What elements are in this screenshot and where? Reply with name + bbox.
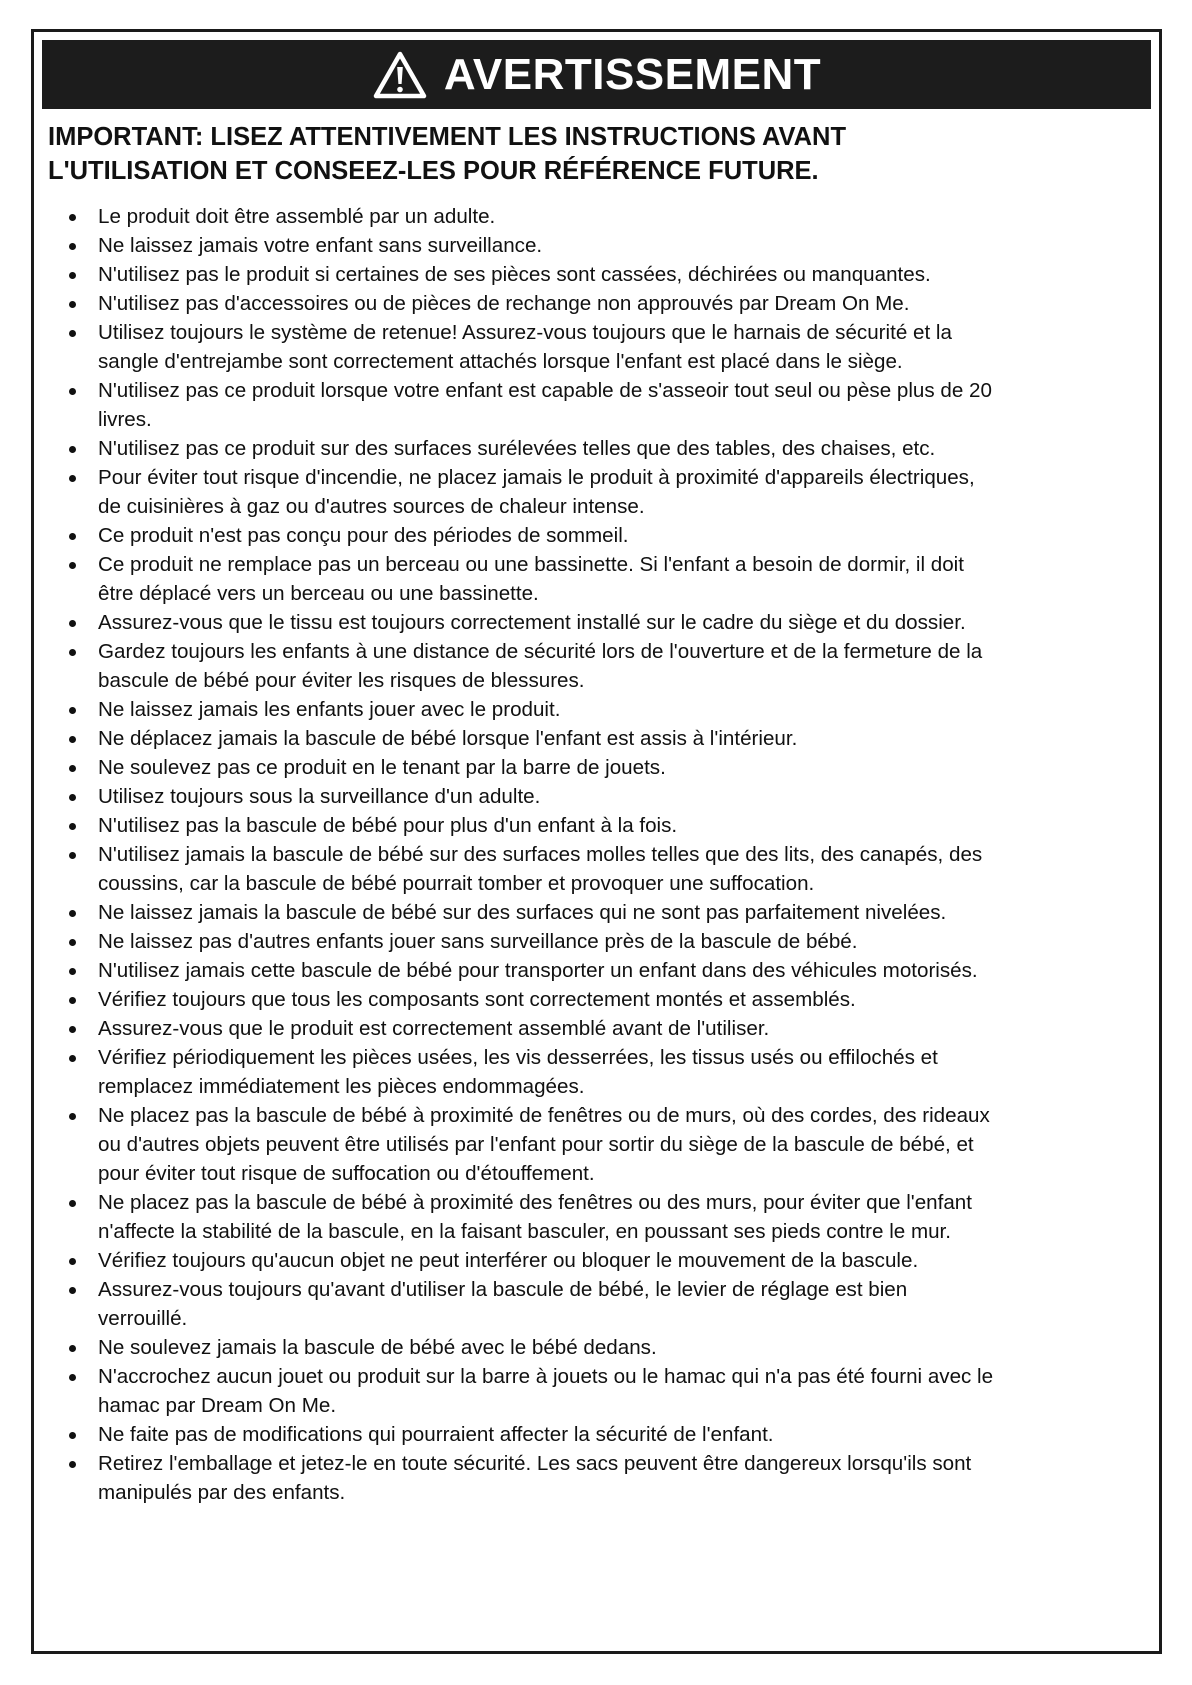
warning-text-line: Ce produit n'est pas conçu pour des périodes de sommeil. [98, 524, 629, 547]
warning-frame [31, 29, 1162, 1654]
warning-text-line: Le produit doit être assemblé par un adulte. [98, 205, 496, 228]
warning-text-line: de cuisinières à gaz ou d'autres sources de chaleur intense. [98, 495, 645, 518]
warning-item [48, 782, 1153, 811]
warning-item [48, 608, 1153, 637]
warning-item [48, 1420, 1153, 1449]
warning-item [48, 289, 1153, 318]
bullet-icon [69, 707, 76, 714]
warning-item [48, 1043, 1153, 1101]
warning-text-line: remplacez immédiatement les pièces endommagées. [98, 1075, 585, 1098]
warning-text-line: Vérifiez toujours qu'aucun objet ne peut interférer ou bloquer le mouvement de la bascule. [98, 1249, 919, 1272]
warning-text-line: N'utilisez pas ce produit sur des surfaces surélevées telles que des tables, des chaises, etc. [98, 437, 936, 460]
warning-text-line: N'utilisez jamais la bascule de bébé sur des surfaces molles telles que des lits, des canapés, des [98, 843, 983, 866]
warning-text-line: Ne laissez jamais les enfants jouer avec le produit. [98, 698, 561, 721]
warning-text-line: verrouillé. [98, 1307, 188, 1330]
bullet-icon [69, 910, 76, 917]
warning-text-line: N'utilisez jamais cette bascule de bébé pour transporter un enfant dans des véhicules motorisés. [98, 959, 978, 982]
warning-item [48, 1014, 1153, 1043]
bullet-icon [69, 243, 76, 250]
bullet-icon [69, 823, 76, 830]
warning-item [48, 1101, 1153, 1188]
warning-text-line: Assurez-vous que le tissu est toujours correctement installé sur le cadre du siège et du dossier. [98, 611, 966, 634]
warning-text-line: Pour éviter tout risque d'incendie, ne placez jamais le produit à proximité d'appareils électriques, [98, 466, 975, 489]
warning-item [48, 202, 1153, 231]
warning-item [48, 376, 1153, 434]
warning-text-line: Vérifiez toujours que tous les composants sont correctement montés et assemblés. [98, 988, 856, 1011]
warning-item [48, 811, 1153, 840]
warning-text-line: coussins, car la bascule de bébé pourrait tomber et provoquer une suffocation. [98, 872, 815, 895]
bullet-icon [69, 620, 76, 627]
bullet-icon [69, 446, 76, 453]
bullet-icon [69, 1026, 76, 1033]
bullet-icon [69, 794, 76, 801]
warning-item [48, 985, 1153, 1014]
bullet-icon [69, 330, 76, 337]
warning-item [48, 1449, 1153, 1507]
bullet-icon [69, 533, 76, 540]
warning-item [48, 840, 1153, 898]
bullet-icon [69, 1374, 76, 1381]
warning-text-line: Ne laissez pas d'autres enfants jouer sans surveillance près de la bascule de bébé. [98, 930, 858, 953]
bullet-icon [69, 562, 76, 569]
warning-item [48, 927, 1153, 956]
warnings-list [48, 202, 1153, 1507]
warning-text-line: Ne placez pas la bascule de bébé à proximité des fenêtres ou des murs, pour éviter que l'enfant [98, 1191, 972, 1214]
bullet-icon [69, 997, 76, 1004]
warning-item [48, 1188, 1153, 1246]
warning-text-line: Vérifiez périodiquement les pièces usées, les vis desserrées, les tissus usés ou effilochés et [98, 1046, 938, 1069]
warning-item [48, 898, 1153, 927]
warning-text-line: n'affecte la stabilité de la bascule, en la faisant basculer, en poussant ses pieds contre le mur. [98, 1220, 951, 1243]
bullet-icon [69, 272, 76, 279]
warning-text-line: sangle d'entrejambe sont correctement attachés lorsque l'enfant est placé dans le siège. [98, 350, 903, 373]
warning-text-line: N'utilisez pas la bascule de bébé pour plus d'un enfant à la fois. [98, 814, 678, 837]
warning-text-line: N'accrochez aucun jouet ou produit sur la barre à jouets ou le hamac qui n'a pas été fourni avec le [98, 1365, 994, 1388]
warning-banner [42, 40, 1151, 109]
warning-item [48, 637, 1153, 695]
bullet-icon [69, 1258, 76, 1265]
warning-item [48, 695, 1153, 724]
warning-item [48, 550, 1153, 608]
warning-text-line: Ne faite pas de modifications qui pourraient affecter la sécurité de l'enfant. [98, 1423, 774, 1446]
warning-item [48, 231, 1153, 260]
bullet-icon [69, 1200, 76, 1207]
warning-text-line: Ce produit ne remplace pas un berceau ou une bassinette. Si l'enfant a besoin de dormir, il doit [98, 553, 964, 576]
bullet-icon [69, 1113, 76, 1120]
bullet-icon [69, 939, 76, 946]
warning-item [48, 753, 1153, 782]
warning-text-line: livres. [98, 408, 152, 431]
warning-item [48, 724, 1153, 753]
bullet-icon [69, 301, 76, 308]
warning-item [48, 1333, 1153, 1362]
bullet-icon [69, 968, 76, 975]
warning-text-line: pour éviter tout risque de suffocation ou d'étouffement. [98, 1162, 595, 1185]
bullet-icon [69, 852, 76, 859]
warning-text-line: Assurez-vous que le produit est correctement assemblé avant de l'utiliser. [98, 1017, 770, 1040]
bullet-icon [69, 1287, 76, 1294]
warning-text-line: Ne laissez jamais la bascule de bébé sur des surfaces qui ne sont pas parfaitement nivelées. [98, 901, 947, 924]
bullet-icon [69, 1345, 76, 1352]
important-line: IMPORTANT: LISEZ ATTENTIVEMENT LES INSTRUCTIONS AVANT [48, 123, 847, 151]
warning-text-line: N'utilisez pas le produit si certaines de ses pièces sont cassées, déchirées ou manquantes. [98, 263, 931, 286]
warning-text-line: Ne soulevez pas ce produit en le tenant par la barre de jouets. [98, 756, 666, 779]
bullet-icon [69, 475, 76, 482]
warning-item [48, 1275, 1153, 1333]
warning-text-line: Gardez toujours les enfants à une distance de sécurité lors de l'ouverture et de la fermeture de la [98, 640, 983, 663]
warning-text-line: Ne laissez jamais votre enfant sans surveillance. [98, 234, 543, 257]
warning-item [48, 260, 1153, 289]
warning-text-line: être déplacé vers un berceau ou une bassinette. [98, 582, 539, 605]
warning-text-line: N'utilisez pas ce produit lorsque votre enfant est capable de s'asseoir tout seul ou pèse plus de 20 [98, 379, 992, 402]
warning-text-line: Ne placez pas la bascule de bébé à proximité de fenêtres ou de murs, où des cordes, des rideaux [98, 1104, 990, 1127]
warning-text-line: ou d'autres objets peuvent être utilisés par l'enfant pour sortir du siège de la bascule de bébé, et [98, 1133, 974, 1156]
bullet-icon [69, 1055, 76, 1062]
bullet-icon [69, 736, 76, 743]
bullet-icon [69, 1461, 76, 1468]
warning-text-line: Ne soulevez jamais la bascule de bébé avec le bébé dedans. [98, 1336, 657, 1359]
warning-item [48, 1362, 1153, 1420]
bullet-icon [69, 765, 76, 772]
warning-item [48, 463, 1153, 521]
warning-text-line: N'utilisez pas d'accessoires ou de pièces de rechange non approuvés par Dream On Me. [98, 292, 910, 315]
warning-text-line: bascule de bébé pour éviter les risques de blessures. [98, 669, 585, 692]
warning-item [48, 956, 1153, 985]
important-heading [48, 120, 1145, 188]
warning-item [48, 1246, 1153, 1275]
warning-text-line: manipulés par des enfants. [98, 1481, 346, 1504]
bullet-icon [69, 214, 76, 221]
warning-text-line: Utilisez toujours le système de retenue! Assurez-vous toujours que le harnais de sécurité et la [98, 321, 952, 344]
warning-item [48, 318, 1153, 376]
important-line: L'UTILISATION ET CONSEEZ-LES POUR RÉFÉRENCE FUTURE. [48, 157, 819, 185]
warning-text-line: Utilisez toujours sous la surveillance d'un adulte. [98, 785, 541, 808]
bullet-icon [69, 649, 76, 656]
warning-text-line: Assurez-vous toujours qu'avant d'utiliser la bascule de bébé, le levier de réglage est bien [98, 1278, 908, 1301]
banner-title: AVERTISSEMENT [443, 49, 822, 99]
warning-text-line: Retirez l'emballage et jetez-le en toute sécurité. Les sacs peuvent être dangereux lorsqu'ils sont [98, 1452, 972, 1475]
warning-item [48, 521, 1153, 550]
warning-text-line: hamac par Dream On Me. [98, 1394, 337, 1417]
warning-item [48, 434, 1153, 463]
warning-triangle-icon [372, 50, 428, 100]
bullet-icon [69, 388, 76, 395]
warning-text-line: Ne déplacez jamais la bascule de bébé lorsque l'enfant est assis à l'intérieur. [98, 727, 798, 750]
bullet-icon [69, 1432, 76, 1439]
